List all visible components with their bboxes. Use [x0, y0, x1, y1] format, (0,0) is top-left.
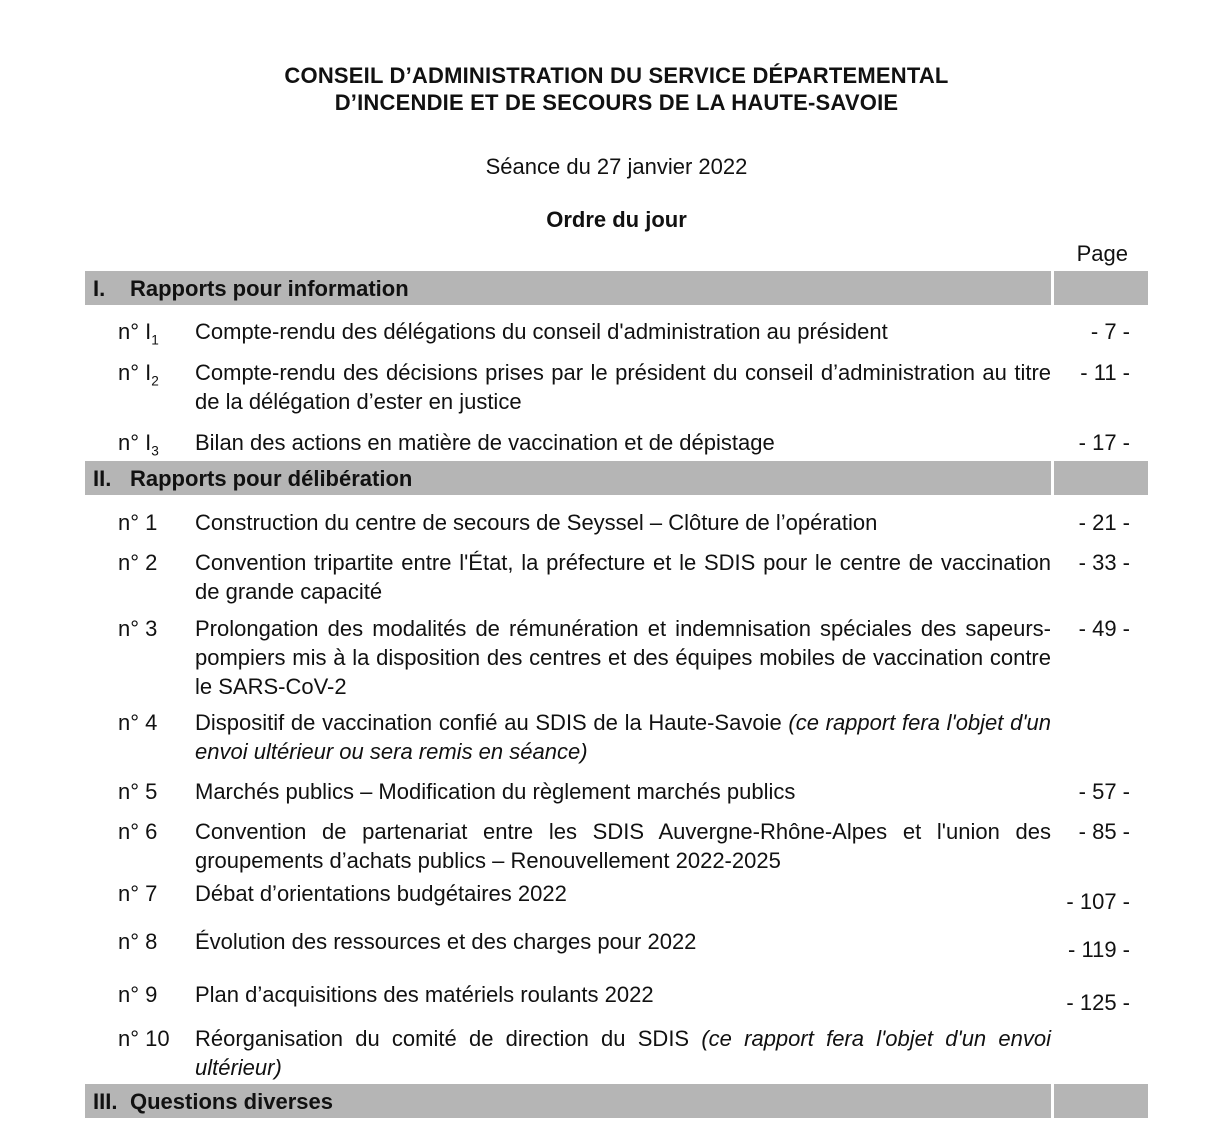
section-header-rapports-information	[85, 271, 1148, 305]
item-number	[85, 980, 195, 1009]
item-text	[195, 708, 1051, 766]
agenda-item-4	[85, 708, 1148, 766]
item-text-main: Convention de partenariat entre les SDIS Auvergne-Rhône-Alpes et l'union des groupements d’achats publics – Renouvellement 2022-2025	[195, 819, 1051, 873]
item-text-main: Réorganisation du comité de direction du SDIS	[195, 1026, 702, 1051]
item-number-text: n° 9	[118, 982, 158, 1007]
section-header-rapports-deliberation	[85, 461, 1148, 495]
agenda-item-5	[85, 777, 1148, 806]
agenda-item-10	[85, 1024, 1148, 1082]
item-number	[85, 317, 195, 346]
section-numeral: III.	[93, 1088, 118, 1114]
item-text-main: Dispositif de vaccination confié au SDIS de la Haute-Savoie	[195, 710, 789, 735]
item-number	[85, 1024, 195, 1053]
item-page-number: - 57 -	[1078, 779, 1130, 804]
agenda-heading: Ordre du jour	[546, 207, 687, 232]
item-page-number: - 107 -	[1066, 889, 1130, 914]
agenda-item-I3	[85, 428, 1148, 457]
agenda-item-7	[85, 879, 1148, 916]
item-number-subscript: 2	[151, 373, 159, 389]
section-title: Rapports pour délibération	[130, 465, 413, 491]
item-text	[195, 980, 1051, 1009]
document-title-line2: D’INCENDIE ET DE SECOURS DE LA HAUTE-SAVOIE	[334, 90, 899, 115]
agenda-item-I1	[85, 317, 1148, 346]
item-page-number: - 85 -	[1078, 819, 1130, 844]
page-column-label: Page	[1076, 241, 1128, 266]
item-text	[195, 548, 1051, 606]
item-number-text: n° 8	[118, 929, 158, 954]
item-text	[195, 358, 1051, 416]
item-number-text: n° 10	[118, 1026, 170, 1051]
item-number-text: n° 4	[118, 710, 158, 735]
item-text	[195, 317, 1051, 346]
item-number	[85, 508, 195, 537]
item-page-number: - 33 -	[1078, 550, 1130, 575]
agenda-item-9	[85, 980, 1148, 1017]
item-text-main: Plan d’acquisitions des matériels roulants 2022	[195, 982, 654, 1007]
item-number	[85, 708, 195, 737]
section-numeral: I.	[93, 275, 106, 301]
item-text-main: Prolongation des modalités de rémunération et indemnisation spéciales des sapeurs-pompiers mis à la disposition des centres et des équipes mobiles de vaccination contre le SARS-CoV-2	[195, 616, 1051, 699]
agenda-item-3	[85, 614, 1148, 701]
item-number-subscript: 3	[151, 443, 159, 459]
item-text	[195, 614, 1051, 701]
item-text	[195, 1024, 1051, 1082]
item-number	[85, 817, 195, 846]
item-text	[195, 428, 1051, 457]
item-number	[85, 927, 195, 956]
item-number-text: n° 3	[118, 616, 158, 641]
item-number-text: n° 5	[118, 779, 158, 804]
section-title: Rapports pour information	[130, 275, 409, 301]
agenda-item-8	[85, 927, 1148, 964]
item-number-text: n° I	[118, 319, 152, 344]
agenda-item-I2	[85, 358, 1148, 416]
item-text-main: Compte-rendu des délégations du conseil d'administration au président	[195, 319, 888, 344]
item-text-main: Marchés publics – Modification du règlement marchés publics	[195, 779, 796, 804]
item-text-italic: (ce rapport fera l'objet d'un envoi ultérieur ou sera remis en séance)	[195, 710, 1051, 764]
item-page-number: - 21 -	[1078, 510, 1130, 535]
item-number-text: n° 7	[118, 881, 158, 906]
item-number-text: n° 1	[118, 510, 158, 535]
item-number-text: n° 6	[118, 819, 158, 844]
item-text-main: Évolution des ressources et des charges pour 2022	[195, 929, 697, 954]
item-page-number: - 125 -	[1066, 990, 1130, 1015]
item-number-text: n° 2	[118, 550, 158, 575]
item-number-subscript: 1	[151, 332, 159, 348]
agenda-item-6	[85, 817, 1148, 875]
section-numeral: II.	[93, 465, 112, 491]
session-date: Séance du 27 janvier 2022	[485, 154, 748, 179]
item-text	[195, 508, 1051, 537]
document-title-line1: CONSEIL D’ADMINISTRATION DU SERVICE DÉPARTEMENTAL	[284, 63, 949, 88]
item-number	[85, 879, 195, 908]
section-title: Questions diverses	[130, 1088, 333, 1114]
item-text-main: Construction du centre de secours de Seyssel – Clôture de l’opération	[195, 510, 878, 535]
item-text	[195, 817, 1051, 875]
item-page-number: - 119 -	[1068, 937, 1130, 962]
item-text-main: Débat d’orientations budgétaires 2022	[195, 881, 567, 906]
section-header-questions-diverses	[85, 1084, 1148, 1118]
item-text-italic: (ce rapport fera l'objet d'un envoi ultérieur)	[195, 1026, 1051, 1080]
agenda-item-2	[85, 548, 1148, 606]
document-content	[85, 0, 1148, 1118]
item-text-main: Convention tripartite entre l'État, la préfecture et le SDIS pour le centre de vaccination de grande capacité	[195, 550, 1051, 604]
item-number	[85, 358, 195, 387]
item-text	[195, 777, 1051, 806]
item-text	[195, 879, 1051, 908]
item-page-number: - 11 -	[1080, 360, 1130, 385]
item-number	[85, 777, 195, 806]
item-number	[85, 428, 195, 457]
item-text-main: Bilan des actions en matière de vaccination et de dépistage	[195, 430, 775, 455]
item-page-number: - 49 -	[1078, 616, 1130, 641]
item-number	[85, 548, 195, 577]
item-number-text: n° I	[118, 360, 152, 385]
item-number-text: n° I	[118, 430, 152, 455]
agenda-item-1	[85, 508, 1148, 537]
item-text-main: Compte-rendu des décisions prises par le président du conseil d’administration au titre de la délégation d’ester en justice	[195, 360, 1051, 414]
item-page-number: - 17 -	[1078, 430, 1130, 455]
item-text	[195, 927, 1051, 956]
item-number	[85, 614, 195, 643]
item-page-number: - 7 -	[1090, 319, 1130, 344]
document-title	[85, 0, 1148, 116]
